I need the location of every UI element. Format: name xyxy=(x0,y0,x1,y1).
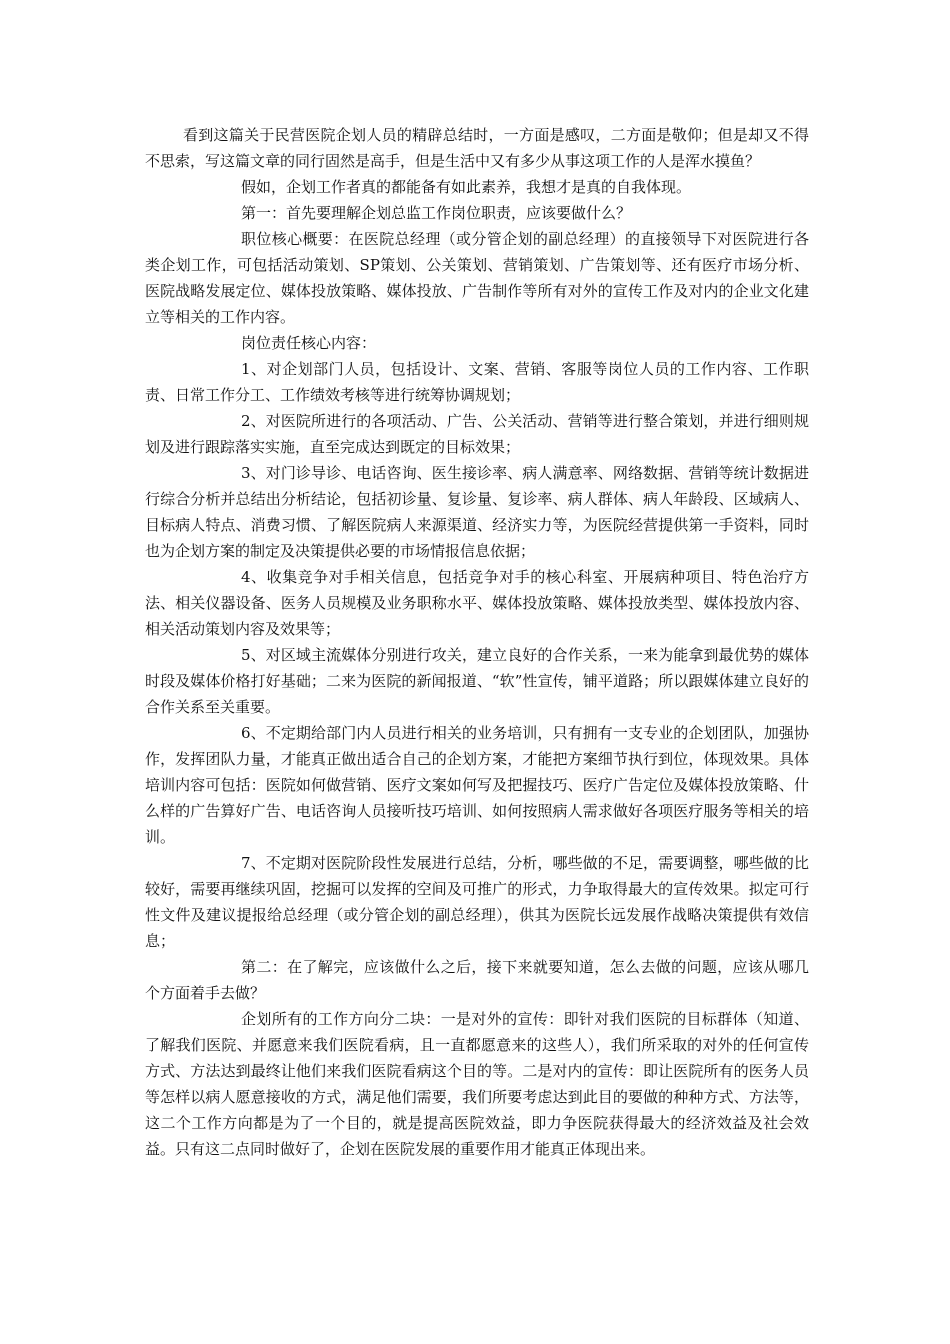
paragraph-duty-7: 7、不定期对医院阶段性发展进行总结，分析，哪些做的不足，需要调整，哪些做的比较好，需要再继续巩固，挖掘可以发挥的空间及可推广的形式，力争取得最大的宣传效果。拟定可行性文件及建议提报给总经理（或分管企划的副总经理），供其为医院长远发展作战略决策提供有效信息； xyxy=(145,854,809,950)
paragraph-duties-heading: 岗位责任核心内容： xyxy=(241,334,377,352)
paragraph-assumption: 假如，企划工作者真的都能备有如此素养，我想才是真的自我体现。 xyxy=(241,178,692,196)
paragraph-duty-5: 5、对区域主流媒体分别进行攻关，建立良好的合作关系，一来为能拿到最优势的媒体时段及媒体价格打好基础；二来为医院的新闻报道、“软”性宣传，铺平道路；所以跟媒体建立良好的合作关系至关重要。 xyxy=(145,646,809,716)
paragraph-duty-6: 6、不定期给部门内人员进行相关的业务培训，只有拥有一支专业的企划团队，加强协作，发挥团队力量，才能真正做出适合自己的企划方案，才能把方案细节执行到位，体现效果。具体培训内容可包括：医院如何做营销、医疗文案如何写及把握技巧、医疗广告定位及媒体投放策略、什么样的广告算好广告、电话咨询人员接听技巧培训、如何按照病人需求做好各项医疗服务等相关的培训。 xyxy=(145,724,809,846)
paragraph-duty-4: 4、收集竞争对手相关信息，包括竞争对手的核心科室、开展病种项目、特色治疗方法、相关仪器设备、医务人员规模及业务职称水平、媒体投放策略、媒体投放类型、媒体投放内容、相关活动策划内容及效果等； xyxy=(145,568,809,638)
document-body xyxy=(145,122,809,1162)
paragraph-intro: 看到这篇关于民营医院企划人员的精辟总结时，一方面是感叹，二方面是敬仰；但是却又不得不思索，写这篇文章的同行固然是高手，但是生活中又有多少从事这项工作的人是浑水摸鱼？ xyxy=(145,126,809,170)
paragraph-duty-2: 2、对医院所进行的各项活动、广告、公关活动、营销等进行整合策划，并进行细则规划及进行跟踪落实实施，直至完成达到既定的目标效果； xyxy=(145,412,809,456)
paragraph-section-two-heading: 第二：在了解完，应该做什么之后，接下来就要知道，怎么去做的问题，应该从哪几个方面着手去做？ xyxy=(145,958,809,1002)
paragraph-work-directions: 企划所有的工作方向分二块：一是对外的宣传：即针对我们医院的目标群体（知道、了解我们医院、并愿意来我们医院看病，且一直都愿意来的这些人），我们所采取的对外的任何宣传方式、方法达到最终让他们来我们医院看病这个目的等。二是对内的宣传：即让医院所有的医务人员等怎样以病人愿意接收的方式，满足他们需要，我们所要考虑达到此目的要做的种种方式、方法等，这二个工作方向都是为了一个目的，就是提高医院效益，即力争医院获得最大的经济效益及社会效益。只有这二点同时做好了，企划在医院发展的重要作用才能真正体现出来。 xyxy=(145,1010,809,1158)
paragraph-duty-3: 3、对门诊导诊、电话咨询、医生接诊率、病人满意率、网络数据、营销等统计数据进行综合分析并总结出分析结论，包括初诊量、复诊量、复诊率、病人群体、病人年龄段、区域病人、目标病人特点、消费习惯、了解医院病人来源渠道、经济实力等，为医院经营提供第一手资料，同时也为企划方案的制定及决策提供必要的市场情报信息依据； xyxy=(145,464,809,560)
paragraph-duty-1: 1、对企划部门人员，包括设计、文案、营销、客服等岗位人员的工作内容、工作职责、日常工作分工、工作绩效考核等进行统筹协调规划； xyxy=(145,360,809,404)
paragraph-job-summary: 职位核心概要：在医院总经理（或分管企划的副总经理）的直接领导下对医院进行各类企划工作，可包括活动策划、SP策划、公关策划、营销策划、广告策划等、还有医疗市场分析、医院战略发展定位、媒体投放策略、媒体投放、广告制作等所有对外的宣传工作及对内的企业文化建立等相关的工作内容。 xyxy=(145,230,809,326)
paragraph-section-one-heading: 第一：首先要理解企划总监工作岗位职责，应该要做什么？ xyxy=(241,204,632,222)
